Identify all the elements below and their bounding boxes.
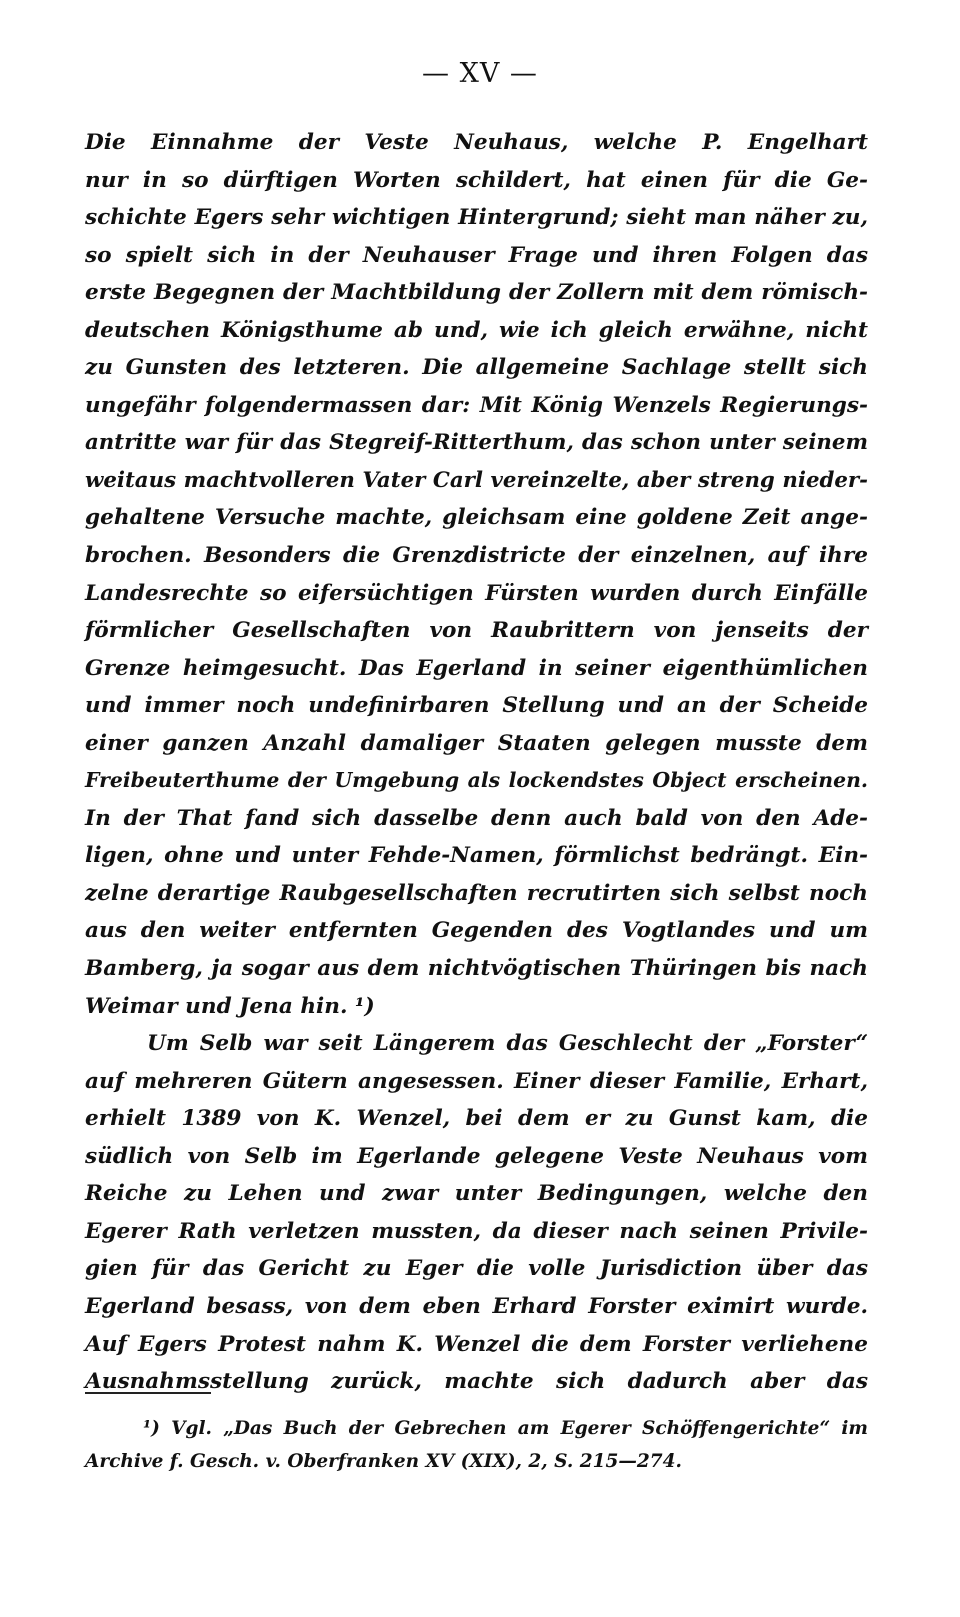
text-line: zu Gunsten des letzteren. Die allgemeine Sachlage stellt sich xyxy=(85,355,868,381)
text-line: Weimar und Jena hin. ¹) xyxy=(85,993,375,1019)
text-line: brochen. Besonders die Grenzdistricte der einzelnen, auf ihre xyxy=(85,543,868,569)
text-line: Reiche zu Lehen und zwar unter Bedingungen, welche den xyxy=(85,1181,868,1207)
footnote-line: Archive f. Gesch. v. Oberfranken XV (XIX), 2, S. 215—274. xyxy=(85,1451,682,1472)
text-line: aus den weiter entfernten Gegenden des Vogtlandes und um xyxy=(85,918,868,944)
text-line: antritte war für das Stegreif-Ritterthum, das schon unter seinem xyxy=(85,430,868,456)
text-line: ungefähr folgendermassen dar: Mit König Wenzels Regierungs- xyxy=(85,392,868,418)
text-line: Auf Egers Protest nahm K. Wenzel die dem Forster verliehene xyxy=(85,1331,868,1357)
text-line: Egerer Rath verletzen mussten, da dieser nach seinen Privile- xyxy=(85,1218,868,1244)
text-line: förmlicher Gesellschaften von Raubrittern von jenseits der xyxy=(85,618,868,644)
text-line: Grenze heimgesucht. Das Egerland in seiner eigenthümlichen xyxy=(85,655,868,681)
text-line: gehaltene Versuche machte, gleichsam eine goldene Zeit ange- xyxy=(85,505,868,531)
text-line: erhielt 1389 von K. Wenzel, bei dem er zu Gunst kam, die xyxy=(85,1106,868,1132)
text-line: südlich von Selb im Egerlande gelegene Veste Neuhaus vom xyxy=(85,1143,868,1169)
text-line: deutschen Königsthume ab und, wie ich gleich erwähne, nicht xyxy=(85,317,868,343)
text-line: gien für das Gericht zu Eger die volle Jurisdiction über das xyxy=(85,1256,868,1282)
footnotes xyxy=(85,1412,868,1478)
page-number: — XV — xyxy=(422,58,538,89)
text-line: erste Begegnen der Machtbildung der Zollern mit dem römisch- xyxy=(85,280,868,306)
footnote-divider xyxy=(85,1392,211,1394)
text-line: nur in so dürftigen Worten schildert, hat einen für die Ge- xyxy=(85,167,868,193)
text-line: schichte Egers sehr wichtigen Hintergrund; sieht man näher zu, xyxy=(85,205,868,231)
body-text xyxy=(85,124,868,1401)
text-line: Landesrechte so eifersüchtigen Fürsten wurden durch Einfälle xyxy=(85,580,868,606)
text-line: und immer noch undefinirbaren Stellung und an der Scheide xyxy=(85,693,868,719)
text-line: In der That fand sich dasselbe denn auch bald von den Ade- xyxy=(85,805,868,831)
footnote-line: ¹) Vgl. „Das Buch der Gebrechen am Egerer Schöffengerichte“ im xyxy=(143,1418,868,1439)
text-line: weitaus machtvolleren Vater Carl vereinzelte, aber streng nieder- xyxy=(85,467,868,493)
text-line: so spielt sich in der Neuhauser Frage und ihren Folgen das xyxy=(85,242,868,268)
text-line: Freibeuterthume der Umgebung als lockendstes Object erscheinen. xyxy=(85,768,868,793)
text-line: Ausnahmsstellung zurück, machte sich dadurch aber das xyxy=(85,1369,868,1395)
text-line: zelne derartige Raubgesellschaften recrutirten sich selbst noch xyxy=(85,880,868,906)
text-line: auf mehreren Gütern angesessen. Einer dieser Familie, Erhart, xyxy=(85,1068,868,1094)
text-line: Die Einnahme der Veste Neuhaus, welche P. Engelhart xyxy=(85,130,868,155)
text-line: Bamberg, ja sogar aus dem nichtvögtischen Thüringen bis nach xyxy=(85,956,868,982)
text-line: Um Selb war seit Längerem das Geschlecht der „Forster“ xyxy=(147,1031,868,1057)
text-line: Egerland besass, von dem eben Erhard Forster eximirt wurde. xyxy=(85,1293,868,1319)
text-line: einer ganzen Anzahl damaliger Staaten gelegen musste dem xyxy=(85,730,868,756)
text-line: ligen, ohne und unter Fehde-Namen, förmlichst bedrängt. Ein- xyxy=(85,843,868,869)
